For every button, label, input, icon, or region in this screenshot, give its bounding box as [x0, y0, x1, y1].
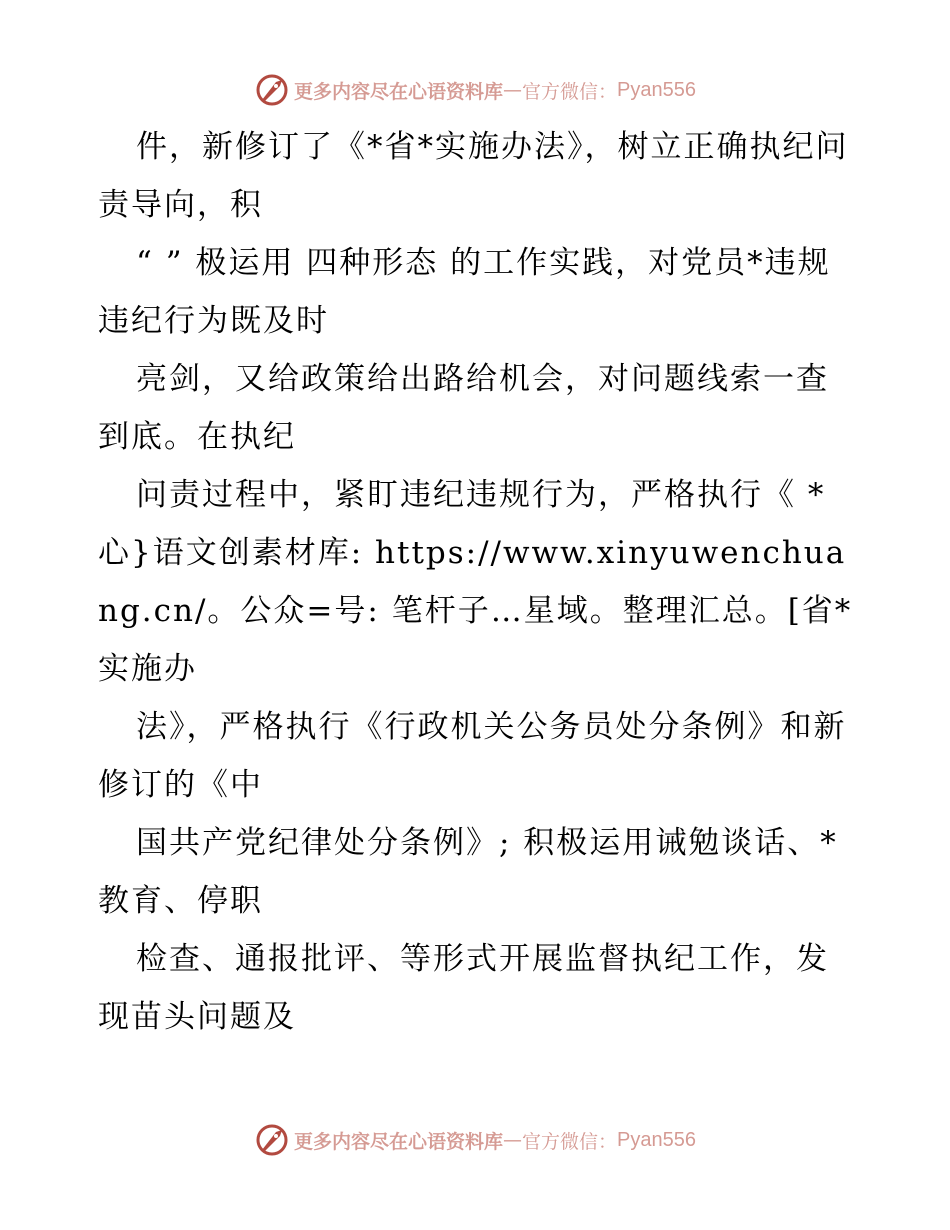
document-body	[98, 118, 858, 1046]
header-wechat-id: Pyan556	[617, 78, 696, 101]
footer-banner	[0, 1120, 950, 1160]
paragraph-3: 亮剑，又给政策给出路给机会，对问题线索一查到底。在执纪	[98, 361, 829, 455]
header-brand-text: 更多内容尽在心语资料库	[294, 80, 504, 103]
pen-nib-logo-icon	[254, 72, 290, 108]
footer-separator: —	[503, 1129, 523, 1151]
footer-wechat-label: 官方微信：	[522, 1130, 618, 1153]
header-banner	[0, 70, 950, 110]
paragraph-1: 件，新修订了《*省*实施办法》，树立正确执纪问责导向，积	[98, 129, 849, 223]
pen-nib-logo-icon	[254, 1122, 290, 1158]
paragraph-2: “ ” 极运用 四种形态 的工作实践，对党员*违规违纪行为既及时	[98, 245, 831, 339]
footer-wechat-id: Pyan556	[617, 1128, 696, 1151]
header-separator: —	[503, 79, 523, 101]
paragraph-4: 问责过程中，紧盯违纪违规行为，严格执行《 *心}语文创素材库: https://www.xinyuwenchuang.cn/。公众=号: 笔杆子…星域。整理汇总。[省*实施办	[98, 477, 853, 687]
paragraph-5: 法》，严格执行《行政机关公务员处分条例》和新修订的《中	[98, 709, 847, 803]
footer-brand-text: 更多内容尽在心语资料库	[294, 1130, 504, 1153]
header-wechat-label: 官方微信：	[522, 80, 618, 103]
paragraph-7: 检查、通报批评、等形式开展监督执纪工作，发现苗头问题及	[98, 941, 829, 1035]
paragraph-6: 国共产党纪律处分条例》; 积极运用诫勉谈话、*教育、停职	[98, 825, 838, 919]
